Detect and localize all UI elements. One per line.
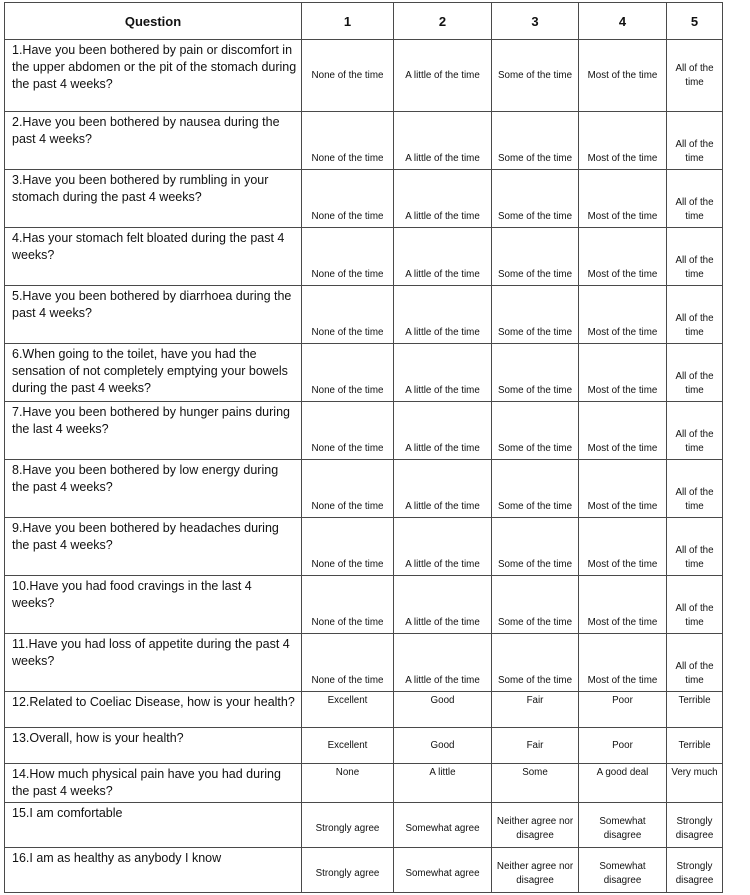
answer-option-4: Most of the time — [579, 40, 667, 112]
header-col-5: 5 — [667, 3, 723, 40]
question-cell: 10.Have you had food cravings in the last 4 weeks? — [5, 576, 302, 634]
answer-option-5: All of the time — [667, 40, 723, 112]
answer-option-3: Some of the time — [492, 460, 579, 518]
header-row — [5, 3, 723, 40]
answer-option-3: Fair — [492, 728, 579, 764]
answer-option-4: Most of the time — [579, 518, 667, 576]
table-row — [5, 634, 723, 692]
answer-option-3: Neither agree nor disagree — [492, 848, 579, 893]
answer-option-3: Some of the time — [492, 112, 579, 170]
answer-option-4: Most of the time — [579, 344, 667, 402]
question-cell: 11.Have you had loss of appetite during the past 4 weeks? — [5, 634, 302, 692]
question-cell: 2.Have you been bothered by nausea during the past 4 weeks? — [5, 112, 302, 170]
answer-option-3: Some of the time — [492, 634, 579, 692]
question-cell: 4.Has your stomach felt bloated during the past 4 weeks? — [5, 228, 302, 286]
header-col-1: 1 — [302, 3, 394, 40]
answer-option-5: Terrible — [667, 692, 723, 728]
table-row — [5, 40, 723, 112]
answer-option-4: Most of the time — [579, 170, 667, 228]
answer-option-4: Somewhat disagree — [579, 848, 667, 893]
table-row — [5, 764, 723, 803]
answer-option-3: Fair — [492, 692, 579, 728]
answer-option-1: None of the time — [302, 40, 394, 112]
answer-option-3: Some — [492, 764, 579, 803]
table-row — [5, 460, 723, 518]
answer-option-5: All of the time — [667, 344, 723, 402]
answer-option-2: Good — [394, 728, 492, 764]
answer-option-2: A little — [394, 764, 492, 803]
question-cell: 14.How much physical pain have you had during the past 4 weeks? — [5, 764, 302, 803]
answer-option-1: Strongly agree — [302, 803, 394, 848]
answer-option-2: A little of the time — [394, 228, 492, 286]
answer-option-2: A little of the time — [394, 402, 492, 460]
answer-option-2: Somewhat agree — [394, 848, 492, 893]
answer-option-4: Most of the time — [579, 286, 667, 344]
answer-option-4: Most of the time — [579, 634, 667, 692]
answer-option-2: A little of the time — [394, 518, 492, 576]
answer-option-1: Strongly agree — [302, 848, 394, 893]
question-cell: 1.Have you been bothered by pain or discomfort in the upper abdomen or the pit of the stomach during the past 4 weeks? — [5, 40, 302, 112]
table-row — [5, 576, 723, 634]
answer-option-5: All of the time — [667, 634, 723, 692]
answer-option-1: None of the time — [302, 576, 394, 634]
answer-option-1: None — [302, 764, 394, 803]
answer-option-2: Somewhat agree — [394, 803, 492, 848]
answer-option-2: A little of the time — [394, 344, 492, 402]
answer-option-2: A little of the time — [394, 634, 492, 692]
table-row — [5, 228, 723, 286]
answer-option-1: None of the time — [302, 344, 394, 402]
table-row — [5, 803, 723, 848]
answer-option-2: A little of the time — [394, 576, 492, 634]
table-row — [5, 286, 723, 344]
answer-option-5: All of the time — [667, 518, 723, 576]
questionnaire-table — [4, 2, 723, 893]
answer-option-3: Some of the time — [492, 228, 579, 286]
answer-option-5: All of the time — [667, 286, 723, 344]
question-cell: 8.Have you been bothered by low energy during the past 4 weeks? — [5, 460, 302, 518]
table-row — [5, 112, 723, 170]
answer-option-1: None of the time — [302, 402, 394, 460]
answer-option-5: Very much — [667, 764, 723, 803]
table-row — [5, 344, 723, 402]
answer-option-1: None of the time — [302, 518, 394, 576]
answer-option-2: A little of the time — [394, 170, 492, 228]
answer-option-4: Most of the time — [579, 460, 667, 518]
question-cell: 7.Have you been bothered by hunger pains during the last 4 weeks? — [5, 402, 302, 460]
answer-option-5: Strongly disagree — [667, 848, 723, 893]
table-row — [5, 692, 723, 728]
answer-option-4: Poor — [579, 728, 667, 764]
answer-option-5: Strongly disagree — [667, 803, 723, 848]
answer-option-4: Most of the time — [579, 576, 667, 634]
answer-option-2: A little of the time — [394, 40, 492, 112]
header-col-3: 3 — [492, 3, 579, 40]
question-cell: 13.Overall, how is your health? — [5, 728, 302, 764]
answer-option-1: None of the time — [302, 228, 394, 286]
answer-option-5: All of the time — [667, 228, 723, 286]
answer-option-5: All of the time — [667, 402, 723, 460]
question-cell: 5.Have you been bothered by diarrhoea during the past 4 weeks? — [5, 286, 302, 344]
answer-option-3: Some of the time — [492, 286, 579, 344]
answer-option-5: Terrible — [667, 728, 723, 764]
question-cell: 12.Related to Coeliac Disease, how is your health? — [5, 692, 302, 728]
answer-option-3: Some of the time — [492, 402, 579, 460]
questionnaire-wrapper — [4, 2, 723, 893]
answer-option-5: All of the time — [667, 576, 723, 634]
answer-option-1: None of the time — [302, 634, 394, 692]
question-cell: 9.Have you been bothered by headaches during the past 4 weeks? — [5, 518, 302, 576]
answer-option-5: All of the time — [667, 112, 723, 170]
answer-option-1: Excellent — [302, 728, 394, 764]
answer-option-3: Some of the time — [492, 518, 579, 576]
answer-option-3: Some of the time — [492, 40, 579, 112]
answer-option-3: Some of the time — [492, 170, 579, 228]
answer-option-1: None of the time — [302, 170, 394, 228]
answer-option-4: A good deal — [579, 764, 667, 803]
header-question: Question — [5, 3, 302, 40]
table-row — [5, 518, 723, 576]
table-row — [5, 402, 723, 460]
table-row — [5, 848, 723, 893]
answer-option-5: All of the time — [667, 460, 723, 518]
answer-option-5: All of the time — [667, 170, 723, 228]
table-row — [5, 170, 723, 228]
answer-option-3: Some of the time — [492, 576, 579, 634]
question-cell: 16.I am as healthy as anybody I know — [5, 848, 302, 893]
question-cell: 3.Have you been bothered by rumbling in your stomach during the past 4 weeks? — [5, 170, 302, 228]
table-row — [5, 728, 723, 764]
answer-option-3: Some of the time — [492, 344, 579, 402]
answer-option-4: Most of the time — [579, 402, 667, 460]
answer-option-2: A little of the time — [394, 112, 492, 170]
answer-option-1: None of the time — [302, 460, 394, 518]
answer-option-4: Most of the time — [579, 112, 667, 170]
answer-option-4: Poor — [579, 692, 667, 728]
question-cell: 15.I am comfortable — [5, 803, 302, 848]
answer-option-2: A little of the time — [394, 460, 492, 518]
header-col-4: 4 — [579, 3, 667, 40]
answer-option-4: Somewhat disagree — [579, 803, 667, 848]
answer-option-1: Excellent — [302, 692, 394, 728]
answer-option-4: Most of the time — [579, 228, 667, 286]
answer-option-1: None of the time — [302, 112, 394, 170]
header-col-2: 2 — [394, 3, 492, 40]
answer-option-2: A little of the time — [394, 286, 492, 344]
answer-option-2: Good — [394, 692, 492, 728]
answer-option-3: Neither agree nor disagree — [492, 803, 579, 848]
answer-option-1: None of the time — [302, 286, 394, 344]
question-cell: 6.When going to the toilet, have you had the sensation of not completely emptying your bowels during the past 4 weeks? — [5, 344, 302, 402]
